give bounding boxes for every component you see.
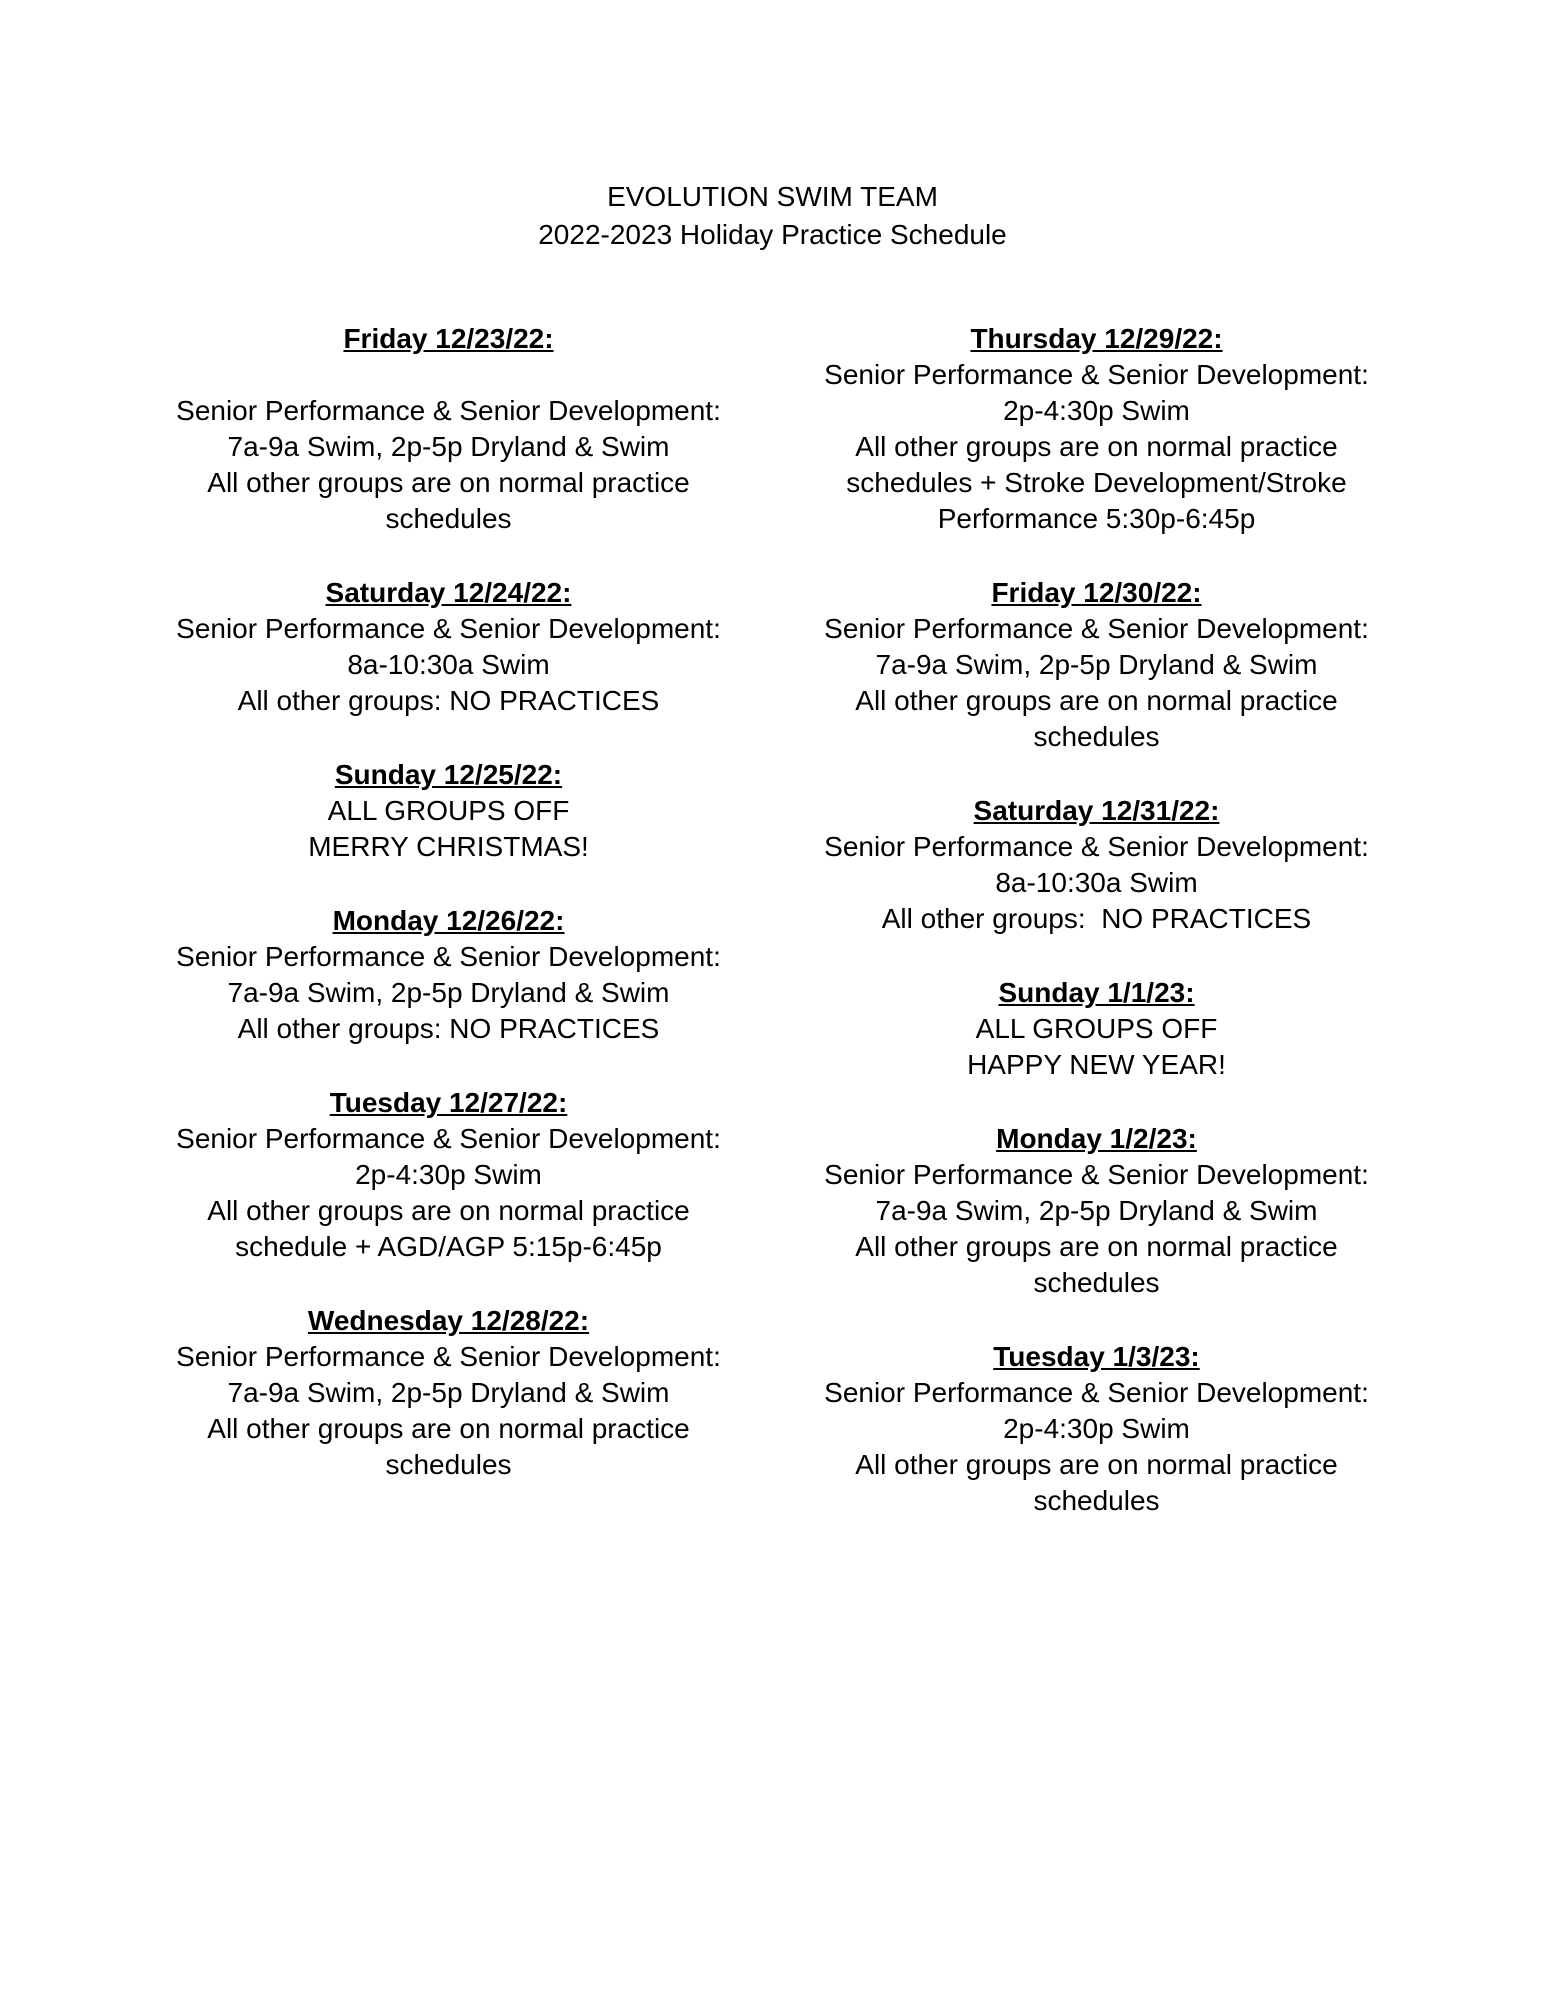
schedule-line: ALL GROUPS OFF	[327, 795, 570, 826]
document-subtitle: 2022-2023 Holiday Practice Schedule	[538, 219, 1007, 250]
schedule-line: schedules + Stroke Development/Stroke	[846, 467, 1347, 498]
schedule-line: 2p-4:30p Swim	[1003, 395, 1190, 426]
schedule-section	[812, 975, 1382, 1083]
section-date-heading: Sunday 12/25/22:	[334, 759, 563, 790]
schedule-column-right	[812, 321, 1382, 1519]
schedule-line: 7a-9a Swim, 2p-5p Dryland & Swim	[875, 1195, 1318, 1226]
schedule-line: All other groups: NO PRACTICES	[237, 1013, 660, 1044]
schedule-line: ALL GROUPS OFF	[975, 1013, 1218, 1044]
schedule-line: 7a-9a Swim, 2p-5p Dryland & Swim	[875, 649, 1318, 680]
schedule-section	[164, 757, 734, 865]
document-title: EVOLUTION SWIM TEAM	[607, 181, 938, 212]
schedule-section	[812, 1339, 1382, 1519]
schedule-section	[812, 575, 1382, 755]
schedule-line: schedules	[1033, 1485, 1160, 1516]
schedule-line: Senior Performance & Senior Development:	[176, 395, 721, 426]
schedule-line: HAPPY NEW YEAR!	[967, 1049, 1226, 1080]
section-date-heading: Sunday 1/1/23:	[998, 977, 1195, 1008]
schedule-line: 7a-9a Swim, 2p-5p Dryland & Swim	[227, 977, 670, 1008]
schedule-line: All other groups: NO PRACTICES	[237, 685, 660, 716]
schedule-line: All other groups are on normal practice	[855, 685, 1338, 716]
schedule-section	[812, 321, 1382, 537]
schedule-line: Senior Performance & Senior Development:	[176, 1341, 721, 1372]
schedule-section	[812, 1121, 1382, 1301]
schedule-line: Senior Performance & Senior Development:	[824, 1159, 1369, 1190]
section-date-heading: Wednesday 12/28/22:	[307, 1305, 590, 1336]
schedule-section	[164, 1303, 734, 1483]
section-date-heading: Friday 12/30/22:	[991, 577, 1202, 608]
schedule-line: 8a-10:30a Swim	[995, 867, 1198, 898]
schedule-section	[164, 903, 734, 1047]
schedule-line: All other groups: NO PRACTICES	[881, 903, 1312, 934]
schedule-line: Senior Performance & Senior Development:	[824, 1377, 1369, 1408]
schedule-line: schedules	[1033, 1267, 1160, 1298]
schedule-line: Senior Performance & Senior Development:	[824, 359, 1369, 390]
blank-line	[164, 357, 734, 393]
schedule-line: Senior Performance & Senior Development:	[824, 613, 1369, 644]
schedule-section	[164, 321, 734, 537]
schedule-line: 7a-9a Swim, 2p-5p Dryland & Swim	[227, 1377, 670, 1408]
schedule-line: All other groups are on normal practice	[855, 431, 1338, 462]
document-header	[0, 178, 1545, 254]
schedule-line: All other groups are on normal practice	[207, 467, 690, 498]
schedule-columns	[164, 321, 1382, 1519]
schedule-line: All other groups are on normal practice	[855, 1449, 1338, 1480]
schedule-section	[164, 1085, 734, 1265]
section-date-heading: Saturday 12/24/22:	[325, 577, 572, 608]
section-date-heading: Tuesday 1/3/23:	[993, 1341, 1200, 1372]
schedule-line: schedules	[1033, 721, 1160, 752]
section-date-heading: Friday 12/23/22:	[343, 323, 554, 354]
schedule-line: 7a-9a Swim, 2p-5p Dryland & Swim	[227, 431, 670, 462]
section-date-heading: Monday 12/26/22:	[332, 905, 565, 936]
schedule-line: 8a-10:30a Swim	[347, 649, 550, 680]
schedule-line: Senior Performance & Senior Development:	[176, 613, 721, 644]
section-date-heading: Monday 1/2/23:	[996, 1123, 1197, 1154]
section-date-heading: Thursday 12/29/22:	[970, 323, 1223, 354]
schedule-line: All other groups are on normal practice	[207, 1413, 690, 1444]
schedule-line: MERRY CHRISTMAS!	[308, 831, 589, 862]
section-date-heading: Saturday 12/31/22:	[973, 795, 1220, 826]
schedule-line: Senior Performance & Senior Development:	[176, 941, 721, 972]
schedule-line: schedule + AGD/AGP 5:15p-6:45p	[235, 1231, 662, 1262]
schedule-section	[164, 575, 734, 719]
schedule-line: Senior Performance & Senior Development:	[824, 831, 1369, 862]
schedule-line: Performance 5:30p-6:45p	[937, 503, 1256, 534]
schedule-line: All other groups are on normal practice	[207, 1195, 690, 1226]
schedule-section	[812, 793, 1382, 937]
schedule-line: 2p-4:30p Swim	[1003, 1413, 1190, 1444]
schedule-line: All other groups are on normal practice	[855, 1231, 1338, 1262]
schedule-line: schedules	[385, 503, 512, 534]
schedule-line: Senior Performance & Senior Development:	[176, 1123, 721, 1154]
schedule-line: schedules	[385, 1449, 512, 1480]
schedule-line: 2p-4:30p Swim	[355, 1159, 542, 1190]
schedule-column-left	[164, 321, 734, 1519]
section-date-heading: Tuesday 12/27/22:	[329, 1087, 568, 1118]
